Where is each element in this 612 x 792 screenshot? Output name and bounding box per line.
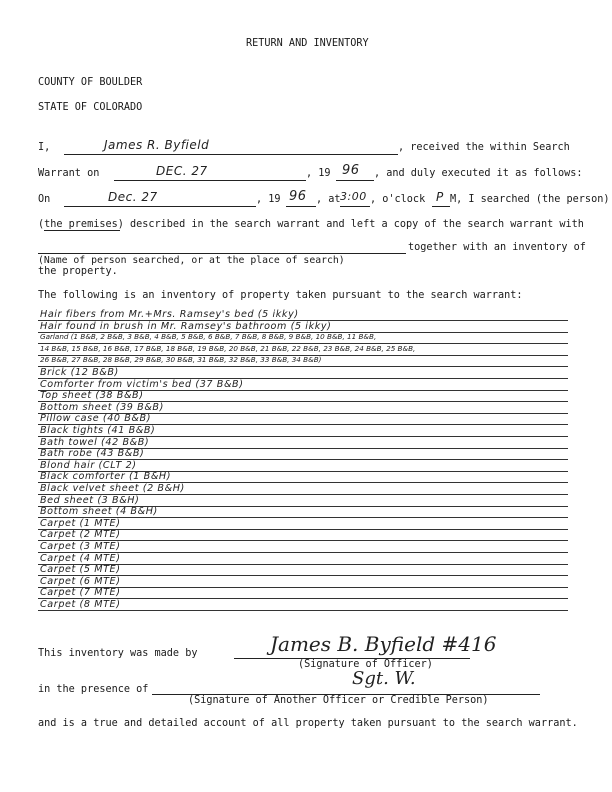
- line3-prefix: On: [38, 194, 51, 205]
- search-time-handwritten: 3:00: [340, 190, 367, 203]
- line1-suffix: , received the within Search: [398, 142, 570, 153]
- document-title: RETURN AND INVENTORY: [246, 38, 369, 49]
- line2-year-prefix: , 19: [306, 168, 331, 179]
- search-time-underline: [340, 206, 370, 207]
- county-line: COUNTY OF BOULDER: [38, 77, 143, 88]
- person-searched-underline: [38, 253, 406, 254]
- inventory-item: Carpet (6 MTE): [40, 575, 121, 587]
- inventory-item: 26 B&B, 27 B&B, 28 B&B, 29 B&B, 30 B&B, 31 B&B, 32 B&B, 33 B&B, 34 B&B): [40, 355, 322, 365]
- inventory-item: Bath towel (42 B&B): [40, 436, 150, 448]
- line5-suffix: together with an inventory of: [408, 242, 586, 253]
- line4: (the premises) described in the search warrant and left a copy of the search warrant with: [38, 219, 584, 230]
- search-year-underline: [286, 206, 316, 207]
- inventory-item: Carpet (1 MTE): [40, 517, 121, 529]
- line2-suffix: , and duly executed it as follows:: [374, 168, 583, 179]
- inventory-item: Carpet (2 MTE): [40, 529, 121, 541]
- inventory-item: Brick (12 B&B): [40, 367, 119, 378]
- warrant-year-handwritten: 96: [342, 163, 360, 178]
- ampm-underline: [432, 206, 450, 207]
- state-line: STATE OF COLORADO: [38, 102, 143, 113]
- search-date-underline: [64, 206, 256, 207]
- inventory-item: Pillow case (40 B&B): [40, 413, 152, 425]
- inventory-row-line: [38, 610, 568, 611]
- inventory-item: Blond hair (CLT 2): [40, 459, 137, 471]
- inventory-item: Comforter from victim's bed (37 B&B): [40, 378, 244, 390]
- presence-label: in the presence of: [38, 684, 149, 695]
- inventory-item: Carpet (8 MTE): [40, 599, 121, 610]
- officer-name-underline: [64, 154, 398, 155]
- officer-name-handwritten: James R. Byfield: [104, 138, 210, 152]
- warrant-year-underline: [336, 180, 374, 181]
- search-date-handwritten: Dec. 27: [108, 190, 158, 204]
- inventory-item: Carpet (5 MTE): [40, 564, 121, 576]
- inventory-item: Carpet (4 MTE): [40, 552, 121, 564]
- inventory-intro: The following is an inventory of property taken pursuant to the search warrant:: [38, 290, 523, 301]
- inventory-item: Black comforter (1 B&H): [40, 471, 172, 483]
- line3-year-prefix: , 19: [256, 194, 281, 205]
- inventory-item: 14 B&B, 15 B&B, 16 B&B, 17 B&B, 18 B&B, 19 B&B, 20 B&B, 21 B&B, 22 B&B, 23 B&B, 24 B&B, 25 B&B,: [40, 343, 416, 353]
- warrant-date-handwritten: DEC. 27: [156, 164, 208, 178]
- inventory-item: Bath robe (43 B&B): [40, 448, 145, 460]
- line1-prefix: I,: [38, 142, 51, 153]
- search-year-handwritten: 96: [289, 189, 307, 204]
- inventory-item: Top sheet (38 B&B): [40, 390, 144, 402]
- made-by-label: This inventory was made by: [38, 648, 198, 659]
- line7: the property.: [38, 266, 118, 277]
- line3-clock: , o'clock: [370, 194, 426, 205]
- closing-statement: and is a true and detailed account of all property taken pursuant to the search warrant.: [38, 718, 578, 729]
- inventory-item: Bottom sheet (39 B&B): [40, 401, 164, 413]
- warrant-date-underline: [114, 180, 306, 181]
- inventory-item: Hair found in brush in Mr. Ramsey's bathroom (5 ikky): [40, 320, 332, 332]
- inventory-item: Black tights (41 B&B): [40, 425, 156, 436]
- line6-caption: (Name of person searched, or at the place of search): [38, 255, 345, 266]
- signature-other-caption: (Signature of Another Officer or Credible Person): [188, 695, 489, 706]
- inventory-item: Hair fibers from Mr.+Mrs. Ramsey's bed (5 ikky): [40, 309, 299, 320]
- signature-officer-caption: (Signature of Officer): [298, 659, 433, 670]
- line3-time-prefix: , at: [316, 194, 341, 205]
- inventory-item: Carpet (3 MTE): [40, 541, 121, 552]
- line3-suffix: M, I searched (the person): [450, 194, 610, 205]
- made-by-signature: James B. Byfield #416: [270, 632, 497, 656]
- inventory-item: Carpet (7 MTE): [40, 587, 121, 599]
- inventory-item: Black velvet sheet (2 B&H): [40, 483, 185, 494]
- inventory-item: Bed sheet (3 B&H): [40, 494, 140, 506]
- premises-underline: [44, 230, 120, 231]
- presence-signature: Sgt. W.: [352, 668, 416, 689]
- inventory-item: Bottom sheet (4 B&H): [40, 506, 158, 518]
- ampm-handwritten: P: [436, 190, 444, 204]
- line2-prefix: Warrant on: [38, 168, 100, 179]
- inventory-item: Garland (1 B&B, 2 B&B, 3 B&B, 4 B&B, 5 B&B, 6 B&B, 7 B&B, 8 B&B, 9 B&B, 10 B&B, 11 B&B,: [40, 332, 377, 342]
